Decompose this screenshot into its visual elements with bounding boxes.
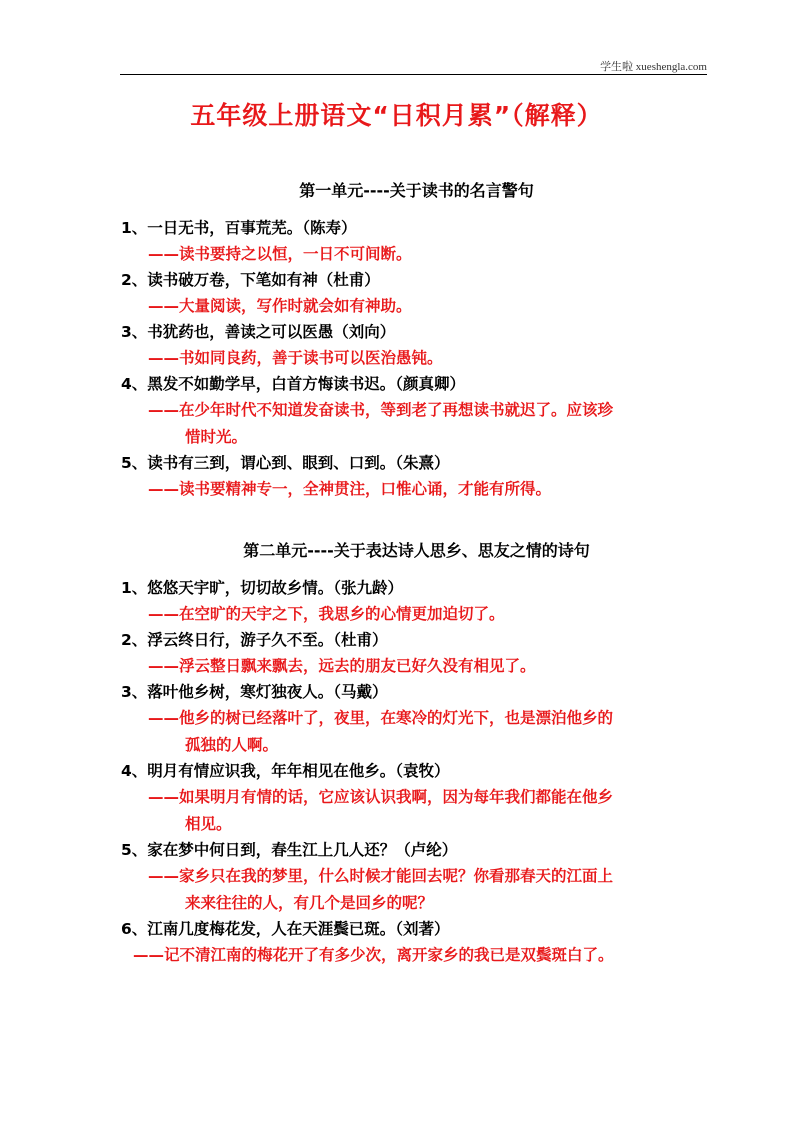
- quote-text: 1、一日无书，百事荒芜。（陈寿）: [121, 219, 357, 237]
- explanation-text-continued: 惜时光。: [185, 428, 248, 446]
- document-title: 五年级上册语文“日积月累”（解释）: [190, 101, 603, 130]
- list-item: [121, 838, 721, 917]
- explanation-text-continued: 来来往往的人，有几个是回乡的呢？: [185, 894, 434, 912]
- quote-text: 4、黑发不如勤学早，白首方悔读书迟。（颜真卿）: [121, 375, 466, 393]
- section-title: 第二单元----关于表达诗人思乡、思友之情的诗句: [243, 541, 590, 560]
- list-item: [121, 759, 721, 838]
- explanation-text: ——浮云整日飘来飘去，远去的朋友已好久没有相见了。: [148, 657, 536, 675]
- explanation-text: ——在少年时代不知道发奋读书，等到老了再想读书就迟了。应该珍: [148, 401, 614, 419]
- list-item: [121, 576, 721, 628]
- list-item: [121, 917, 721, 969]
- explanation-text: ——家乡只在我的梦里，什么时候才能回去呢？你看那春天的江面上: [148, 867, 614, 885]
- section-title: 第一单元----关于读书的名言警句: [299, 181, 534, 200]
- explanation-text: ——大量阅读，写作时就会如有神助。: [148, 297, 412, 315]
- explanation-text: ——在空旷的天宇之下，我思乡的心情更加迫切了。: [148, 605, 505, 623]
- quote-text: 3、落叶他乡树，寒灯独夜人。（马戴）: [121, 683, 388, 701]
- explanation-text: ——他乡的树已经落叶了，夜里，在寒冷的灯光下，也是漂泊他乡的: [148, 709, 614, 727]
- explanation-text: ——书如同良药，善于读书可以医治愚钝。: [148, 349, 443, 367]
- list-item: [121, 268, 721, 320]
- quote-text: 6、江南几度梅花发，人在天涯鬓已斑。（刘著）: [121, 920, 450, 938]
- list-item: [121, 628, 721, 680]
- explanation-text: ——读书要持之以恒，一日不可间断。: [148, 245, 412, 263]
- quote-text: 1、悠悠天宇旷，切切故乡情。（张九龄）: [121, 579, 404, 597]
- quote-text: 3、书犹药也，善读之可以医愚（刘向）: [121, 323, 396, 341]
- explanation-text: ——读书要精神专一，全神贯注，口惟心诵，才能有所得。: [148, 480, 552, 498]
- quote-text: 2、读书破万卷，下笔如有神（杜甫）: [121, 271, 380, 289]
- header-rule: [120, 74, 707, 75]
- list-item: [121, 680, 721, 759]
- section-1: [0, 176, 793, 503]
- header-site-text: 学生啦 xueshengla.com: [600, 61, 707, 73]
- quote-text: 5、家在梦中何日到，春生江上几人还？（卢纶）: [121, 841, 458, 859]
- list-item: [121, 320, 721, 372]
- section-2: [0, 536, 793, 969]
- quote-text: 5、读书有三到，谓心到、眼到、口到。（朱熹）: [121, 454, 450, 472]
- explanation-text: ——如果明月有情的话，它应该认识我啊，因为每年我们都能在他乡: [148, 788, 614, 806]
- explanation-text-continued: 孤独的人啊。: [185, 736, 279, 754]
- quote-text: 2、浮云终日行，游子久不至。（杜甫）: [121, 631, 388, 649]
- explanation-text-continued: 相见。: [185, 815, 232, 833]
- list-item: [121, 216, 721, 268]
- list-item: [121, 372, 721, 451]
- quote-text: 4、明月有情应识我，年年相见在他乡。（袁牧）: [121, 762, 450, 780]
- explanation-text: ——记不清江南的梅花开了有多少次，离开家乡的我已是双鬓斑白了。: [133, 946, 614, 964]
- list-item: [121, 451, 721, 503]
